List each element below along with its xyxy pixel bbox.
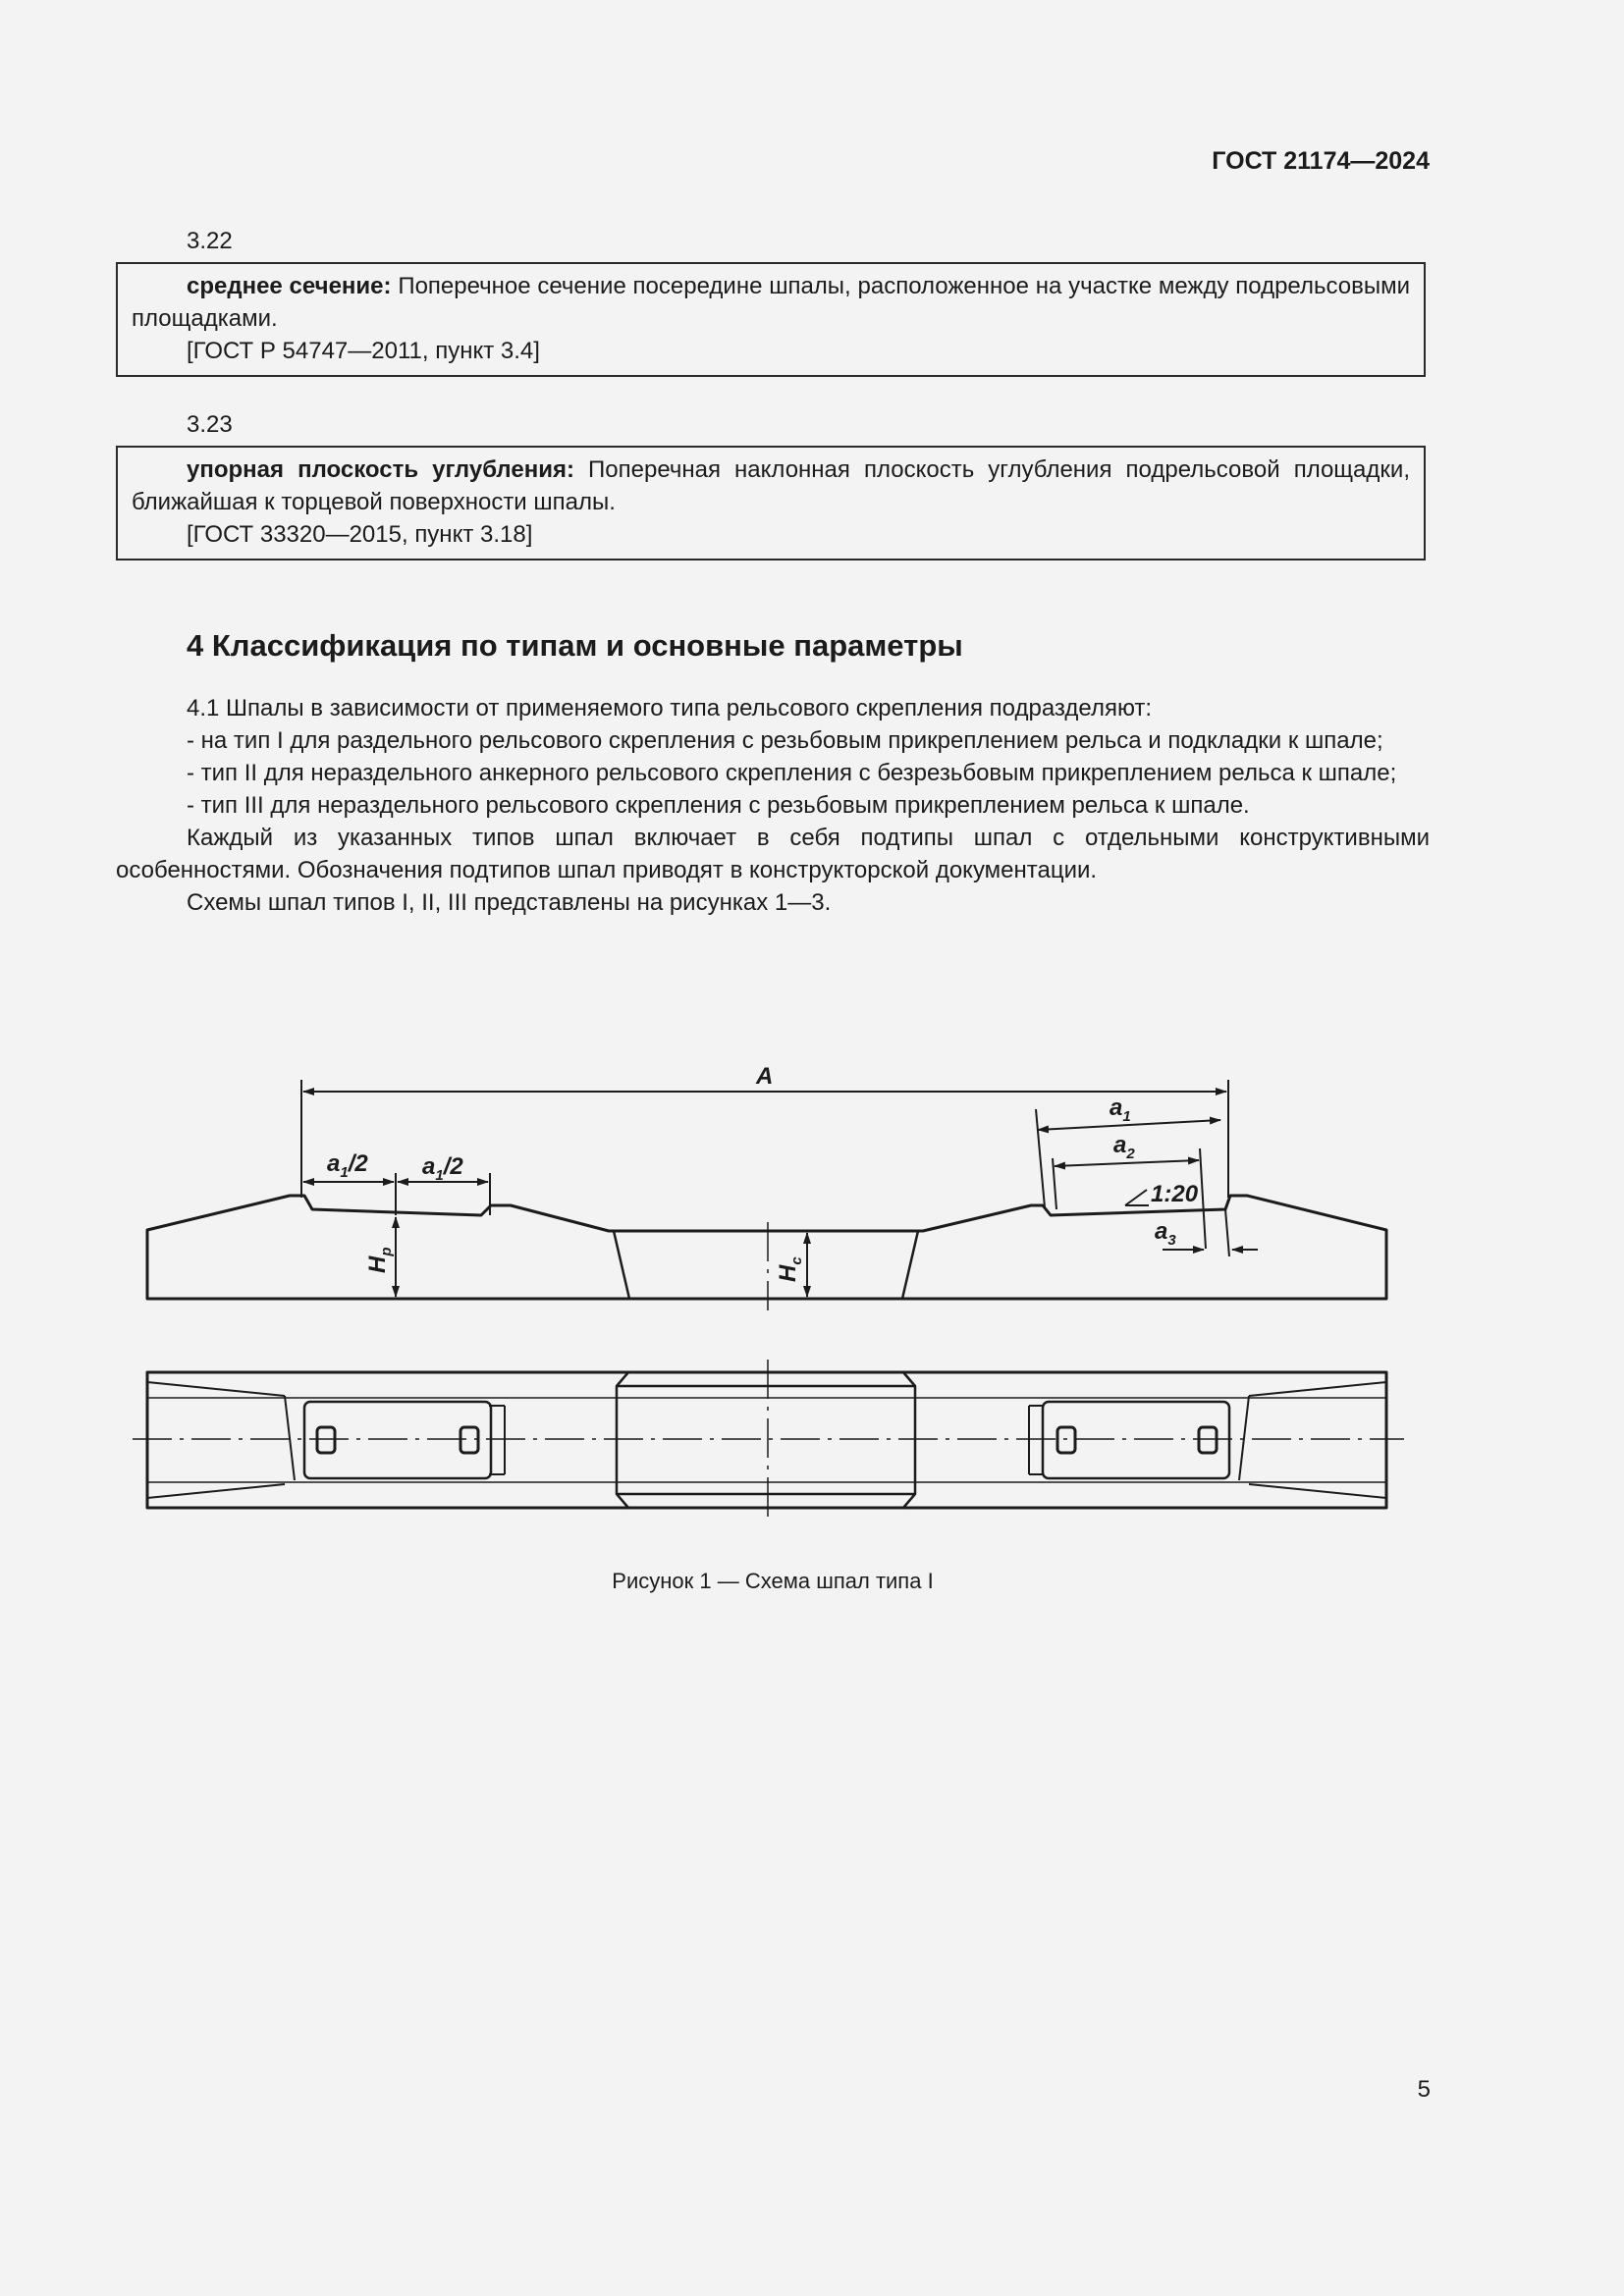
document-id: ГОСТ 21174—2024	[1212, 147, 1430, 175]
term-definition: Поперечное сечение посередине шпалы, расположенное на участке между подрельсовыми площадками.	[132, 273, 1411, 332]
bolt-hole	[1057, 1427, 1075, 1453]
term-definition-paragraph	[132, 270, 1410, 335]
term-number: 3.22	[187, 228, 233, 254]
rail-seat-plate-right	[1043, 1402, 1229, 1478]
figure-caption: Рисунок 1 — Схема шпал типа I	[612, 1569, 934, 1593]
dim-label-a1-half-right: $a_1/2$	[422, 1153, 463, 1184]
bolt-hole	[1199, 1427, 1217, 1453]
sleeper-plan-outline	[147, 1372, 1386, 1508]
term-name: упорная плоскость углубления:	[187, 456, 574, 483]
term-number: 3.23	[187, 411, 233, 438]
rail-seat-plate-left	[304, 1402, 491, 1478]
dim-label-A: A	[756, 1063, 774, 1090]
paragraph: Схемы шпал типов I, II, III представлены на рисунках 1—3.	[187, 889, 832, 916]
dim-label-a3: $a_3$	[1155, 1218, 1176, 1249]
paragraph: 4.1 Шпалы в зависимости от применяемого типа рельсового скрепления подразделяют:	[187, 695, 1153, 721]
term-box	[116, 446, 1426, 561]
dim-label-slope: 1:20	[1151, 1181, 1199, 1207]
term-name: среднее сечение:	[187, 273, 392, 299]
section-heading: 4 Классификация по типам и основные параметры	[187, 628, 963, 663]
sleeper-schematic	[0, 1031, 1624, 1561]
page-number: 5	[1417, 2076, 1431, 2103]
bolt-hole	[317, 1427, 335, 1453]
bolt-hole	[460, 1427, 478, 1453]
term-box	[116, 262, 1426, 377]
dim-label-Hc: $H_с$	[775, 1256, 805, 1282]
term-definition-paragraph	[132, 454, 1410, 518]
body-text	[116, 692, 1430, 919]
dim-label-a1: $a_1$	[1110, 1095, 1131, 1125]
term-definition: Поперечная наклонная плоскость углубления подрельсовой площадки, ближайшая к торцевой поверхности шпалы.	[132, 456, 1410, 515]
dim-label-a2: $a_2$	[1113, 1132, 1135, 1162]
paragraph: Каждый из указанных типов шпал включает в себя подтипы шпал с отдельными конструктивными особенностями. Обозначения подтипов шпал приводят в конструкторской документации.	[116, 825, 1430, 883]
list-item: - тип II для нераздельного анкерного рельсового скрепления с безрезьбовым прикреплением рельса к шпале;	[187, 760, 1397, 786]
term-source: [ГОСТ Р 54747—2011, пункт 3.4]	[187, 338, 540, 364]
term-source: [ГОСТ 33320—2015, пункт 3.18]	[187, 521, 533, 548]
dim-label-Hp: $H_р$	[364, 1247, 395, 1273]
list-item: - на тип I для раздельного рельсового скрепления с резьбовым прикреплением рельса и подкладки к шпале;	[187, 727, 1383, 754]
dim-label-a1-half-left: $a_1/2$	[327, 1150, 368, 1181]
list-item: - тип III для нераздельного рельсового скрепления с резьбовым прикреплением рельса к шпале.	[187, 792, 1250, 819]
middle-section-plan	[617, 1372, 915, 1508]
sleeper-side-outline	[147, 1196, 1386, 1299]
